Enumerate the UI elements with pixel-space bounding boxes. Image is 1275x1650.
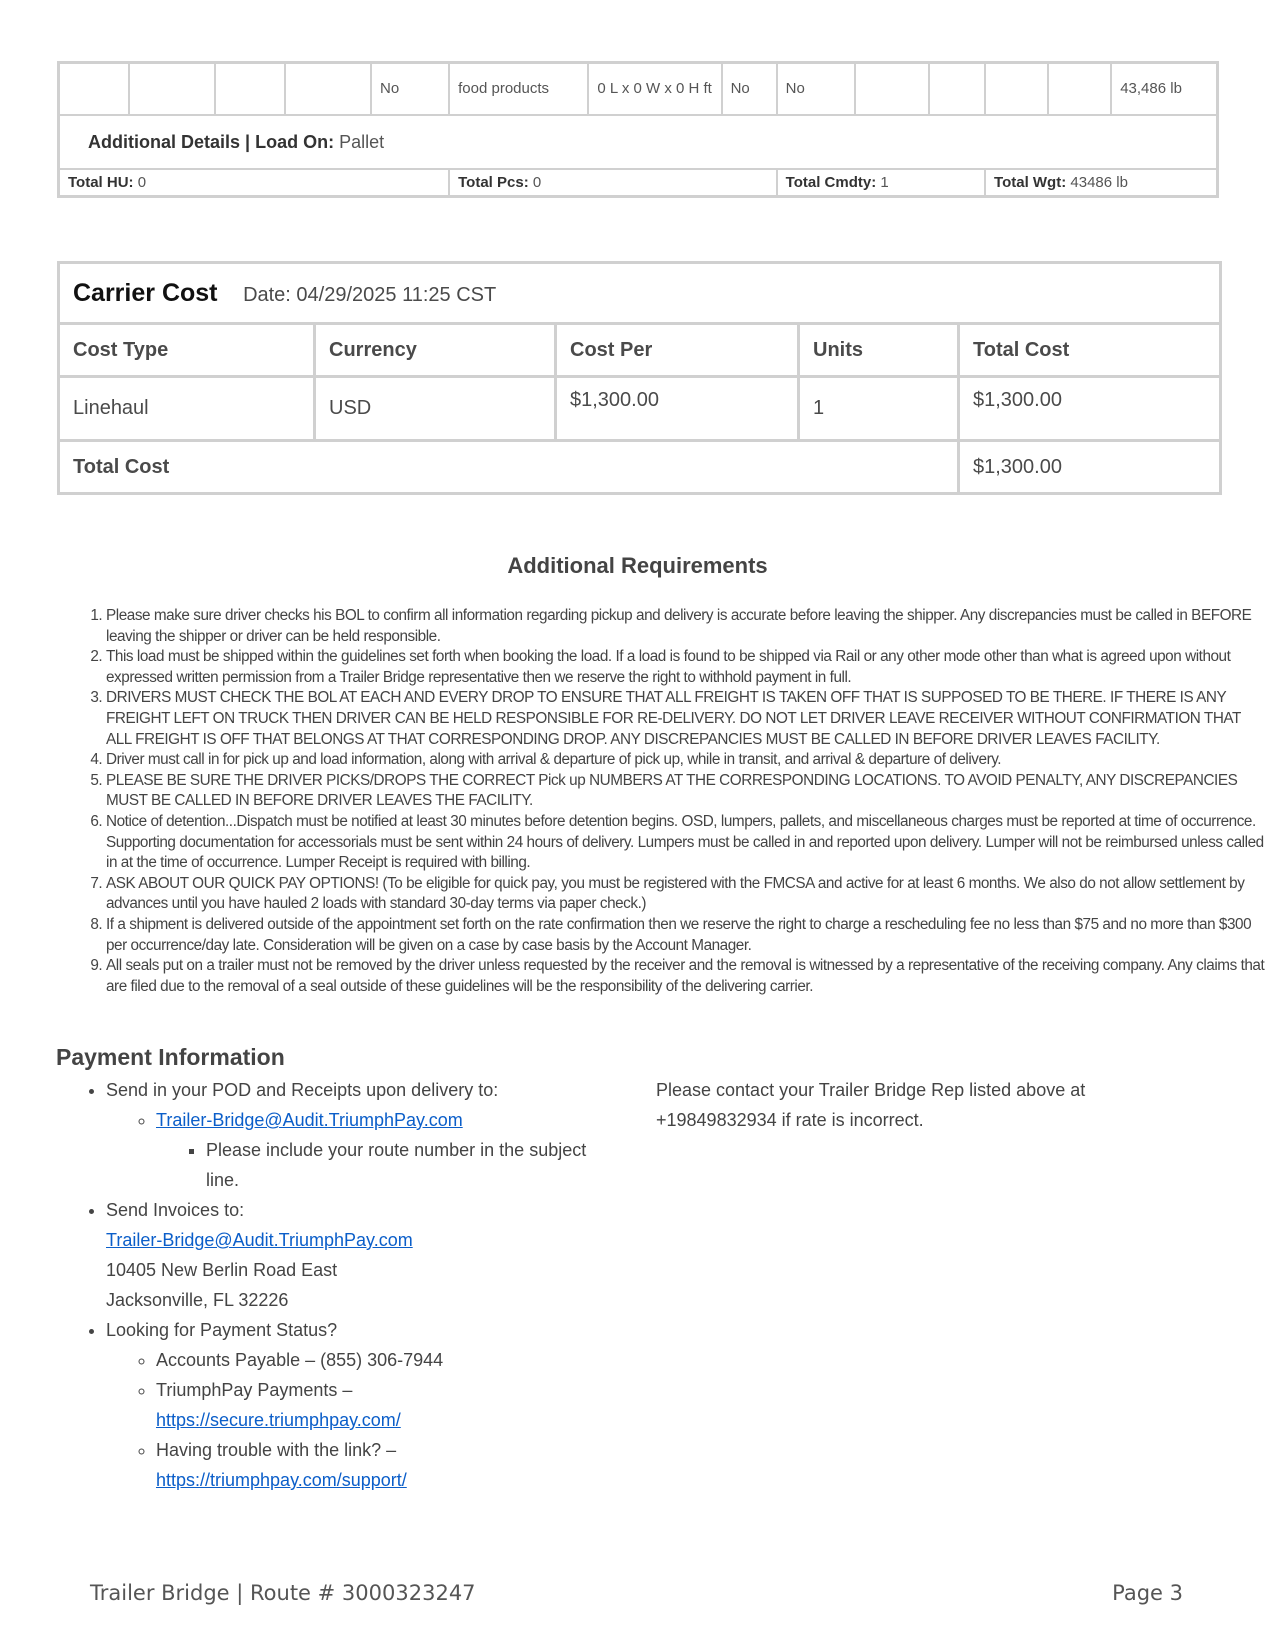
support-link[interactable]: https://triumphpay.com/support/ — [156, 1470, 407, 1490]
triumphpay-link[interactable]: https://secure.triumphpay.com/ — [156, 1410, 401, 1430]
list-item — [156, 1435, 617, 1495]
carrier-cost-title: Carrier Cost — [73, 278, 218, 307]
pod-email-link[interactable]: Trailer-Bridge@Audit.TriumphPay.com — [156, 1110, 463, 1130]
totals-row — [59, 169, 1218, 197]
cell-flag-1: No — [722, 63, 777, 116]
cell-total-cost: $1,300.00 — [959, 377, 1221, 441]
carrier-cost-date: Date: 04/29/2025 11:25 CST — [243, 283, 497, 306]
total-cmdty-cell — [777, 169, 985, 197]
list-item — [106, 1315, 617, 1495]
total-hu-value: 0 — [137, 173, 147, 191]
list-item — [106, 1075, 617, 1195]
requirement-item: 1. Please make sure driver checks his BOL to confirm all information regarding pickup and delivery is accurate before leaving the shipper. Any discrepancies must be called in BEFORE leaving the shipper or driver can be held responsible. — [106, 606, 1266, 647]
commodity-row — [59, 63, 1218, 116]
cell-empty — [285, 63, 371, 116]
cell-empty — [1048, 63, 1111, 116]
cell-weight: 43,486 lb — [1111, 63, 1217, 116]
trouble-text: Having trouble with the link? – — [156, 1440, 397, 1460]
total-hu-label: Total HU: — [68, 173, 134, 191]
invoices-text: Send Invoices to: — [106, 1200, 245, 1220]
total-pcs-value: 0 — [532, 173, 542, 191]
payment-instructions — [57, 1075, 617, 1495]
total-cost-value: $1,300.00 — [959, 441, 1221, 494]
header-units: Units — [799, 324, 959, 377]
commodity-table — [57, 61, 1219, 198]
requirements-heading: Additional Requirements — [507, 553, 768, 578]
total-pcs-cell — [449, 169, 777, 197]
address-line-1: 10405 New Berlin Road East — [106, 1260, 338, 1280]
cell-empty — [129, 63, 215, 116]
total-cost-label: Total Cost — [59, 441, 959, 494]
cell-units: 1 — [799, 377, 959, 441]
cell-dimensions: 0 L x 0 W x 0 H ft — [588, 63, 721, 116]
requirement-item: 2. This load must be shipped within the guidelines set forth when booking the load. If a load is found to be shipped via Rail or any other mode other than what is agreed upon without expressed written permission from a Trailer Bridge representative then we reserve the right to withhold payment in full. — [106, 647, 1266, 688]
total-cmdty-value: 1 — [880, 173, 889, 191]
total-pcs-label: Total Pcs: — [458, 173, 529, 191]
invoices-email-link[interactable]: Trailer-Bridge@Audit.TriumphPay.com — [106, 1230, 413, 1250]
list-item — [156, 1375, 617, 1435]
header-total-cost: Total Cost — [959, 324, 1221, 377]
accounts-payable-item: ◦ Accounts Payable – (855) 306-7944 — [156, 1345, 617, 1375]
rate-contact-note — [656, 1075, 1126, 1135]
requirement-item: 6. Notice of detention...Dispatch must be notified at least 30 minutes before detention begins. OSD, lumpers, pallets, and miscellaneous charges must be reported at time of occurrence. Supporting documentation for accessorials must be sent within 24 hours of delivery. Lumpers must be called in and reported upon delivery. Lumper will not be reimbursed unless called in at the time of occurrence. Lumper Receipt is required with billing. — [106, 812, 1266, 874]
triumphpay-text: TriumphPay Payments – — [156, 1380, 353, 1400]
requirement-item: 5. PLEASE BE SURE THE DRIVER PICKS/DROPS THE CORRECT Pick up NUMBERS AT THE CORRESPONDING LOCATIONS. TO AVOID PENALTY, ANY DISCREPANCIES MUST BE CALLED IN BEFORE DRIVER LEAVES THE FACILITY. — [106, 771, 1266, 812]
requirement-item: 8. If a shipment is delivered outside of the appointment set forth on the rate confirmation then we reserve the right to charge a rescheduling fee no less than $75 and no more than $300 per occurrence/day late. Consideration will be given on a case by case basis by the Account Manager. — [106, 915, 1266, 956]
contact-line-2: +19849832934 if rate is incorrect. — [656, 1110, 924, 1130]
load-on-label: Load On: — [255, 132, 335, 152]
cell-cost-type: Linehaul — [59, 377, 315, 441]
payment-heading: Payment Information — [56, 1044, 285, 1070]
cell-description: food products — [449, 63, 588, 116]
cost-column-headers — [59, 324, 1221, 377]
header-cost-type: Cost Type — [59, 324, 315, 377]
list-item — [156, 1105, 617, 1195]
cell-currency: USD — [315, 377, 556, 441]
payment-list — [57, 1075, 617, 1495]
cell-empty — [59, 63, 129, 116]
cell-empty — [215, 63, 285, 116]
header-cost-per: Cost Per — [556, 324, 799, 377]
requirements-list — [57, 606, 1266, 997]
cell-hazmat: No — [371, 63, 449, 116]
footer-page-number: Page 3 — [1112, 1581, 1183, 1605]
pod-note: ▪ Please include your route number in the subject line. — [206, 1135, 617, 1195]
cell-flag-2: No — [777, 63, 855, 116]
contact-line-1: Please contact your Trailer Bridge Rep listed above at — [656, 1080, 1086, 1100]
payment-status-text: Looking for Payment Status? — [106, 1320, 338, 1340]
requirement-item: 3. DRIVERS MUST CHECK THE BOL AT EACH AND EVERY DROP TO ENSURE THAT ALL FREIGHT IS TAKEN OFF THAT IS SUPPOSED TO BE THERE. IF THERE IS ANY FREIGHT LEFT ON TRUCK THEN DRIVER CAN BE HELD RESPONSIBLE FOR RE-DELIVERY. DO NOT LET DRIVER LEAVE RECEIVER WITHOUT CONFIRMATION THAT ALL FREIGHT IS OFF THAT BELONGS AT THAT CORRESPONDING DROP. ANY DISCREPANCIES MUST BE CALLED IN BEFORE DRIVER LEAVES FACILITY. — [106, 688, 1266, 750]
carrier-cost-header — [59, 263, 1221, 324]
total-hu-cell — [59, 169, 450, 197]
cell-empty — [985, 63, 1048, 116]
requirement-item: 4. Driver must call in for pick up and load information, along with arrival & departure of pick up, while in transit, and arrival & departure of delivery. — [106, 750, 1266, 771]
total-cmdty-label: Total Cmdty: — [785, 173, 877, 191]
cost-line-row — [59, 377, 1221, 441]
footer-route: Trailer Bridge | Route # 3000323247 — [90, 1581, 476, 1605]
cell-empty — [855, 63, 929, 116]
pod-text: Send in your POD and Receipts upon delivery to: — [106, 1080, 499, 1100]
total-wgt-label: Total Wgt: — [994, 173, 1067, 191]
additional-details-label: Additional Details — [88, 132, 241, 152]
total-wgt-cell — [985, 169, 1217, 197]
requirement-item: 9. All seals put on a trailer must not be removed by the driver unless requested by the receiver and the removal is witnessed by a representative of the receiving company. Any claims that are filed due to the removal of a seal outside of these guidelines will be the responsibility of the delivering carrier. — [106, 956, 1266, 997]
separator: | — [245, 132, 251, 152]
cell-cost-per: $1,300.00 — [556, 377, 799, 441]
load-on-value: Pallet — [339, 132, 385, 152]
address-line-2: Jacksonville, FL 32226 — [106, 1290, 289, 1310]
cell-empty — [929, 63, 985, 116]
requirement-item: 7. ASK ABOUT OUR QUICK PAY OPTIONS! (To be eligible for quick pay, you must be registered with the FMCSA and active for at least 6 months. We also do not allow settlement by advances until you have hauled 2 loads with standard 30-day terms via paper check.) — [106, 874, 1266, 915]
total-wgt-value: 43486 lb — [1070, 173, 1128, 191]
cost-total-row — [59, 441, 1221, 494]
additional-details-row — [59, 115, 1218, 169]
list-item — [106, 1195, 617, 1315]
header-currency: Currency — [315, 324, 556, 377]
carrier-cost-table — [57, 261, 1222, 495]
